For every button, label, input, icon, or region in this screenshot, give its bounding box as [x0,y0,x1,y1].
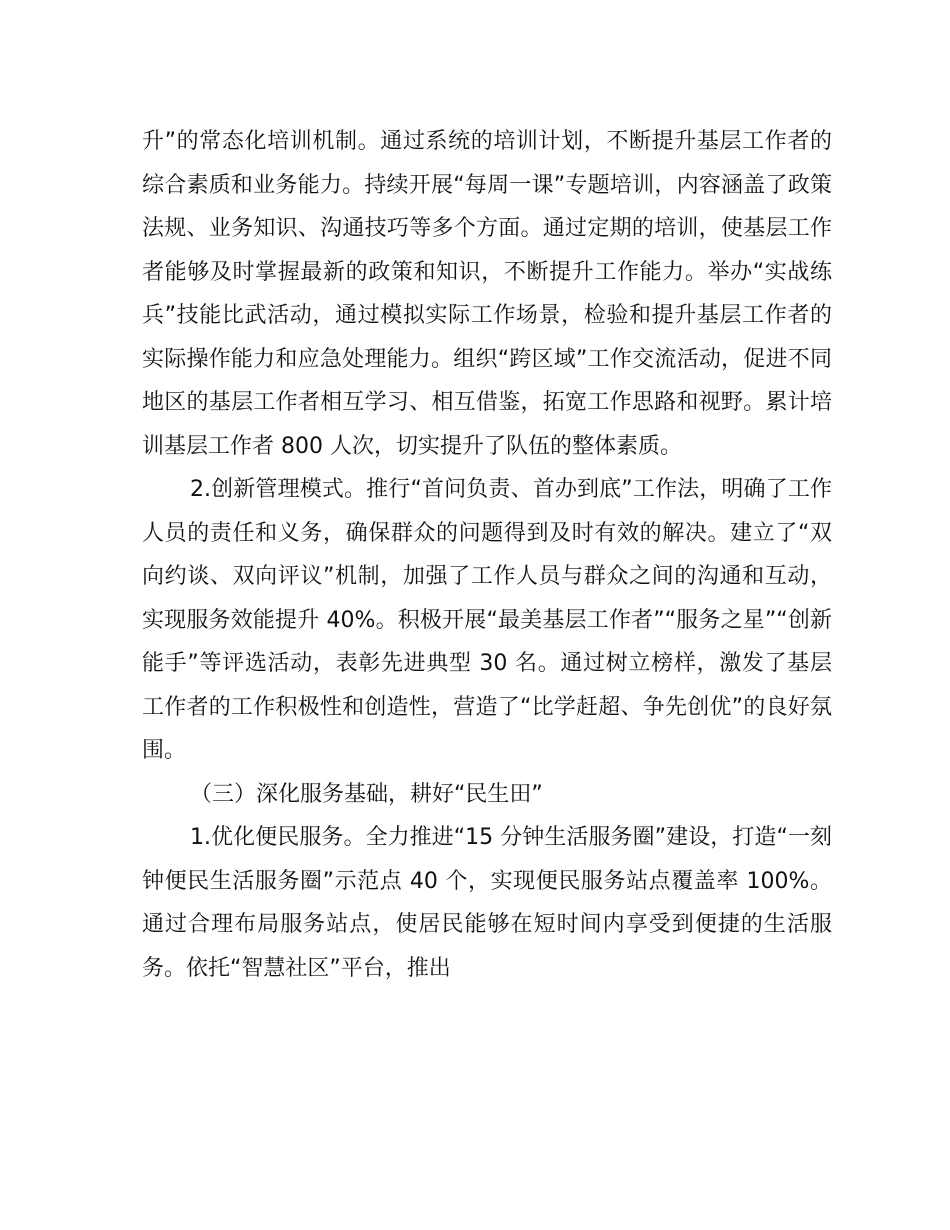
paragraph-management-innovation: 2.创新管理模式。推行“首问负责、首办到底”工作法，明确了工作人员的责任和义务，确保群众的问题得到及时有效的解决。建立了“双向约谈、双向评议”机制，加强了工作人员与群众之间的沟通和互动，实现服务效能提升 40%。积极开展“最美基层工作者”“服务之星”“创新能手”等评选活动，表彰先进典型 30 名。通过树立榜样，激发了基层工作者的工作积极性和创造性，营造了“比学赶超、争先创优”的良好氛围。 [142,477,832,763]
document-body [142,120,832,990]
section-heading-service: （三）深化服务基础，耕好“民生田” [190,781,543,807]
paragraph-convenience-service: 1.优化便民服务。全力推进“15 分钟生活服务圈”建设，打造“一刻钟便民生活服务圈”示范点 40 个，实现便民服务站点覆盖率 100%。通过合理布局服务站点，使居民能够在短时间内享受到便捷的生活服务。依托“智慧社区”平台，推出 [142,825,832,981]
paragraph-training-mechanism: 升”的常态化培训机制。通过系统的培训计划，不断提升基层工作者的综合素质和业务能力。持续开展“每周一课”专题培训，内容涵盖了政策法规、业务知识、沟通技巧等多个方面。通过定期的培训，使基层工作者能够及时掌握最新的政策和知识，不断提升工作能力。举办“实战练兵”技能比武活动，通过模拟实际工作场景，检验和提升基层工作者的实际操作能力和应急处理能力。组织“跨区域”工作交流活动，促进不同地区的基层工作者相互学习、相互借鉴，拓宽工作思路和视野。累计培训基层工作者 800 人次，切实提升了队伍的整体素质。 [142,129,832,459]
